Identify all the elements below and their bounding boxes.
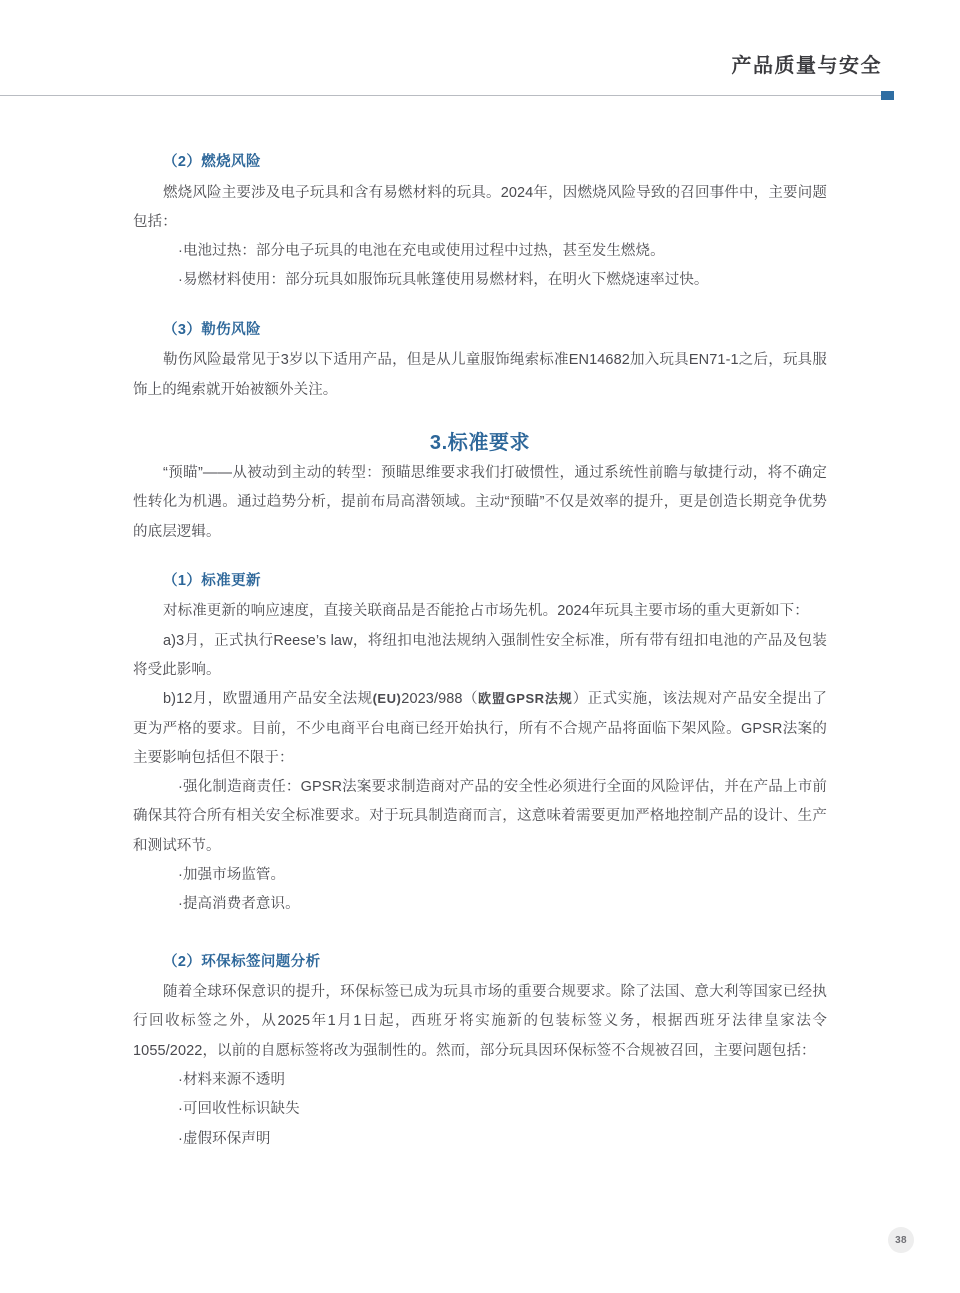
document-content [133,150,827,1154]
bullet-dot-icon: · [178,243,183,260]
bullet-dot-icon: · [178,272,183,289]
paragraph-intro: “预瞄”——从被动到主动的转型：预瞄思维要求我们打破惯性，通过系统性前瞻与敏捷行动，将不确定性转化为机遇。通过趋势分析，提前布局高潜领域。主动“预瞄”不仅是效率的提升，更是创造长期竞争优势的底层逻辑。 [133,464,827,540]
list-item-label: 虚假环保声明 [182,1130,271,1147]
list-item [133,1125,827,1154]
spacer [133,547,827,569]
paragraph-eco-label: 随着全球环保意识的提升，环保标签已成为玩具市场的重要合规要求。除了法国、意大利等国家已经执行回收标签之外，从2025年1月1日起，西班牙将实施新的包装标签义务，根据西班牙法律皇家法令1055/2022，以前的自愿标签将改为强制性的。然而，部分玩具因环保标签不合规被召回，主要问题包括： [133,984,827,1059]
spacer [133,405,827,427]
spacer [133,296,827,318]
heading-strangulation-risk: （3）勒伤风险 [163,321,261,338]
list-item [133,773,827,861]
item-b-text-part3: ）正式实施，该法规对产品安全提出了更为严格的要求。目前，不少电商平台电商已经开始执行，所有不合规产品将面临下架风险。GPSR法案的主要影响包括但不限于： [133,691,827,766]
list-item [133,1095,827,1124]
header-accent-square [881,91,894,100]
paragraph-item-b [133,685,827,773]
list-item [133,237,827,266]
list-item-label: 电池过热：部分电子玩具的电池在充电或使用过程中过热，甚至发生燃烧。 [182,243,665,260]
heading-standard-update: （1）标准更新 [163,572,261,589]
list-item-label: 可回收性标识缺失 [182,1101,300,1118]
bullet-dot-icon: · [178,779,183,796]
bullet-dot-icon: · [178,1101,183,1118]
bullet-dot-icon: · [178,1130,183,1147]
heading-burn-risk: （2）燃烧风险 [163,154,261,170]
bullet-dot-icon: · [178,896,183,913]
paragraph-standard-update: 对标准更新的响应速度，直接关联商品是否能抢占市场先机。2024年玩具主要市场的重大更新如下： [163,603,809,620]
list-item [133,1066,827,1095]
section-heading-standard-requirements: 3.标准要求 [429,431,531,454]
paragraph-item-a: a)3月，正式执行Reese’s law，将纽扣电池法规纳入强制性安全标准，所有带有纽扣电池的产品及包装将受此影响。 [133,632,827,679]
item-b-gpsr-label: 欧盟GPSR法规 [477,691,573,707]
spacer [133,920,827,950]
item-b-text-part1: b)12月，欧盟通用产品安全法规 [163,691,373,708]
page-header [0,0,960,110]
paragraph-strangulation-risk: 勒伤风险最常见于3岁以下适用产品，但是从儿童服饰绳索标准EN14682加入玩具EN71-1之后，玩具服饰上的绳索就开始被额外关注。 [133,352,827,398]
heading-eco-label-analysis: （2）环保标签问题分析 [163,953,321,970]
list-item-label: 提高消费者意识。 [182,896,300,913]
list-item-label: 易燃材料使用：部分玩具如服饰玩具帐篷使用易燃材料，在明火下燃烧速率过快。 [182,272,709,289]
list-item-label: 加强市场监管。 [182,866,286,883]
list-item [133,266,827,295]
page-title: 产品质量与安全 [731,55,882,77]
list-item [133,861,827,890]
item-b-eu-label: (EU) [372,691,402,707]
header-divider [0,95,886,96]
bullet-dot-icon: · [178,866,183,883]
item-b-text-part2: 2023/988（ [401,691,478,708]
list-item-label: 材料来源不透明 [182,1072,286,1089]
page-number-badge: 38 [888,1227,914,1253]
bullet-dot-icon: · [178,1072,183,1089]
paragraph-burn-risk: 燃烧风险主要涉及电子玩具和含有易燃材料的玩具。2024年，因燃烧风险导致的召回事件中，主要问题包括： [133,184,827,230]
list-item [133,890,827,919]
list-item-label: 强化制造商责任：GPSR法案要求制造商对产品的安全性必须进行全面的风险评估，并在产品上市前确保其符合所有相关安全标准要求。对于玩具制造商而言，这意味着需要更加严格地控制产品的设计、生产和测试环节。 [133,779,827,854]
